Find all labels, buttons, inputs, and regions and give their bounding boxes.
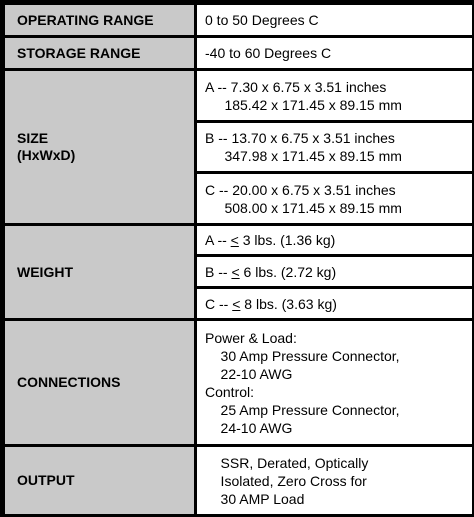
output-label: [5, 447, 194, 514]
operating-range-label-text: OPERATING RANGE: [17, 11, 154, 28]
size-label: [5, 71, 194, 223]
weight-option-a-prefix: A --: [205, 232, 231, 248]
connections-value: [197, 321, 472, 444]
weight-option-b-value: 6 lbs. (2.72 kg): [239, 263, 337, 280]
weight-option-a-value: 3 lbs. (1.36 kg): [238, 232, 336, 248]
size-option-c: [197, 174, 472, 223]
output-label-text: OUTPUT: [17, 472, 75, 488]
storage-range-value: [197, 38, 472, 68]
operating-range-label: [5, 5, 194, 35]
weight-label: [5, 226, 194, 318]
weight-option-b-symbol: <: [231, 263, 240, 280]
weight-option-c: [197, 289, 472, 318]
weight-option-a: [197, 226, 472, 254]
storage-range-label: [5, 38, 194, 68]
weight-option-c-prefix: C --: [205, 295, 233, 312]
output-value-text: SSR, Derated, Optically Isolated, Zero Cross for 30 AMP Load: [220, 454, 369, 507]
size-label-text: SIZE (HxWxD): [17, 130, 76, 163]
weight-option-c-value: 8 lbs. (3.63 kg): [240, 295, 337, 312]
output-value: [197, 447, 472, 514]
operating-range-value: [197, 5, 472, 35]
connections-label-text: CONNECTIONS: [17, 374, 121, 390]
weight-option-b-prefix: B --: [205, 263, 232, 280]
size-option-b-text: B -- 13.70 x 6.75 x 3.51 inches 347.98 x 171.45 x 89.15 mm: [205, 130, 402, 164]
weight-option-b: [197, 257, 472, 286]
storage-range-value-text: -40 to 60 Degrees C: [205, 45, 332, 61]
size-option-b: [197, 123, 472, 171]
size-option-a-text: A -- 7.30 x 6.75 x 3.51 inches 185.42 x 171.45 x 89.15 mm: [205, 78, 402, 113]
weight-option-a-symbol: <: [230, 232, 239, 248]
size-option-c-text: C -- 20.00 x 6.75 x 3.51 inches 508.00 x 171.45 x 89.15 mm: [205, 181, 402, 216]
connections-label: [5, 321, 194, 444]
connections-value-text: Power & Load: 30 Amp Pressure Connector, 22-10 AWG Control: 25 Amp Pressure Connector, 24-10 AWG: [205, 329, 400, 436]
operating-range-value-text: 0 to 50 Degrees C: [205, 12, 319, 28]
storage-range-label-text: STORAGE RANGE: [17, 44, 141, 61]
weight-option-c-symbol: <: [232, 295, 241, 312]
weight-label-text: WEIGHT: [17, 263, 73, 280]
size-option-a: [197, 71, 472, 120]
